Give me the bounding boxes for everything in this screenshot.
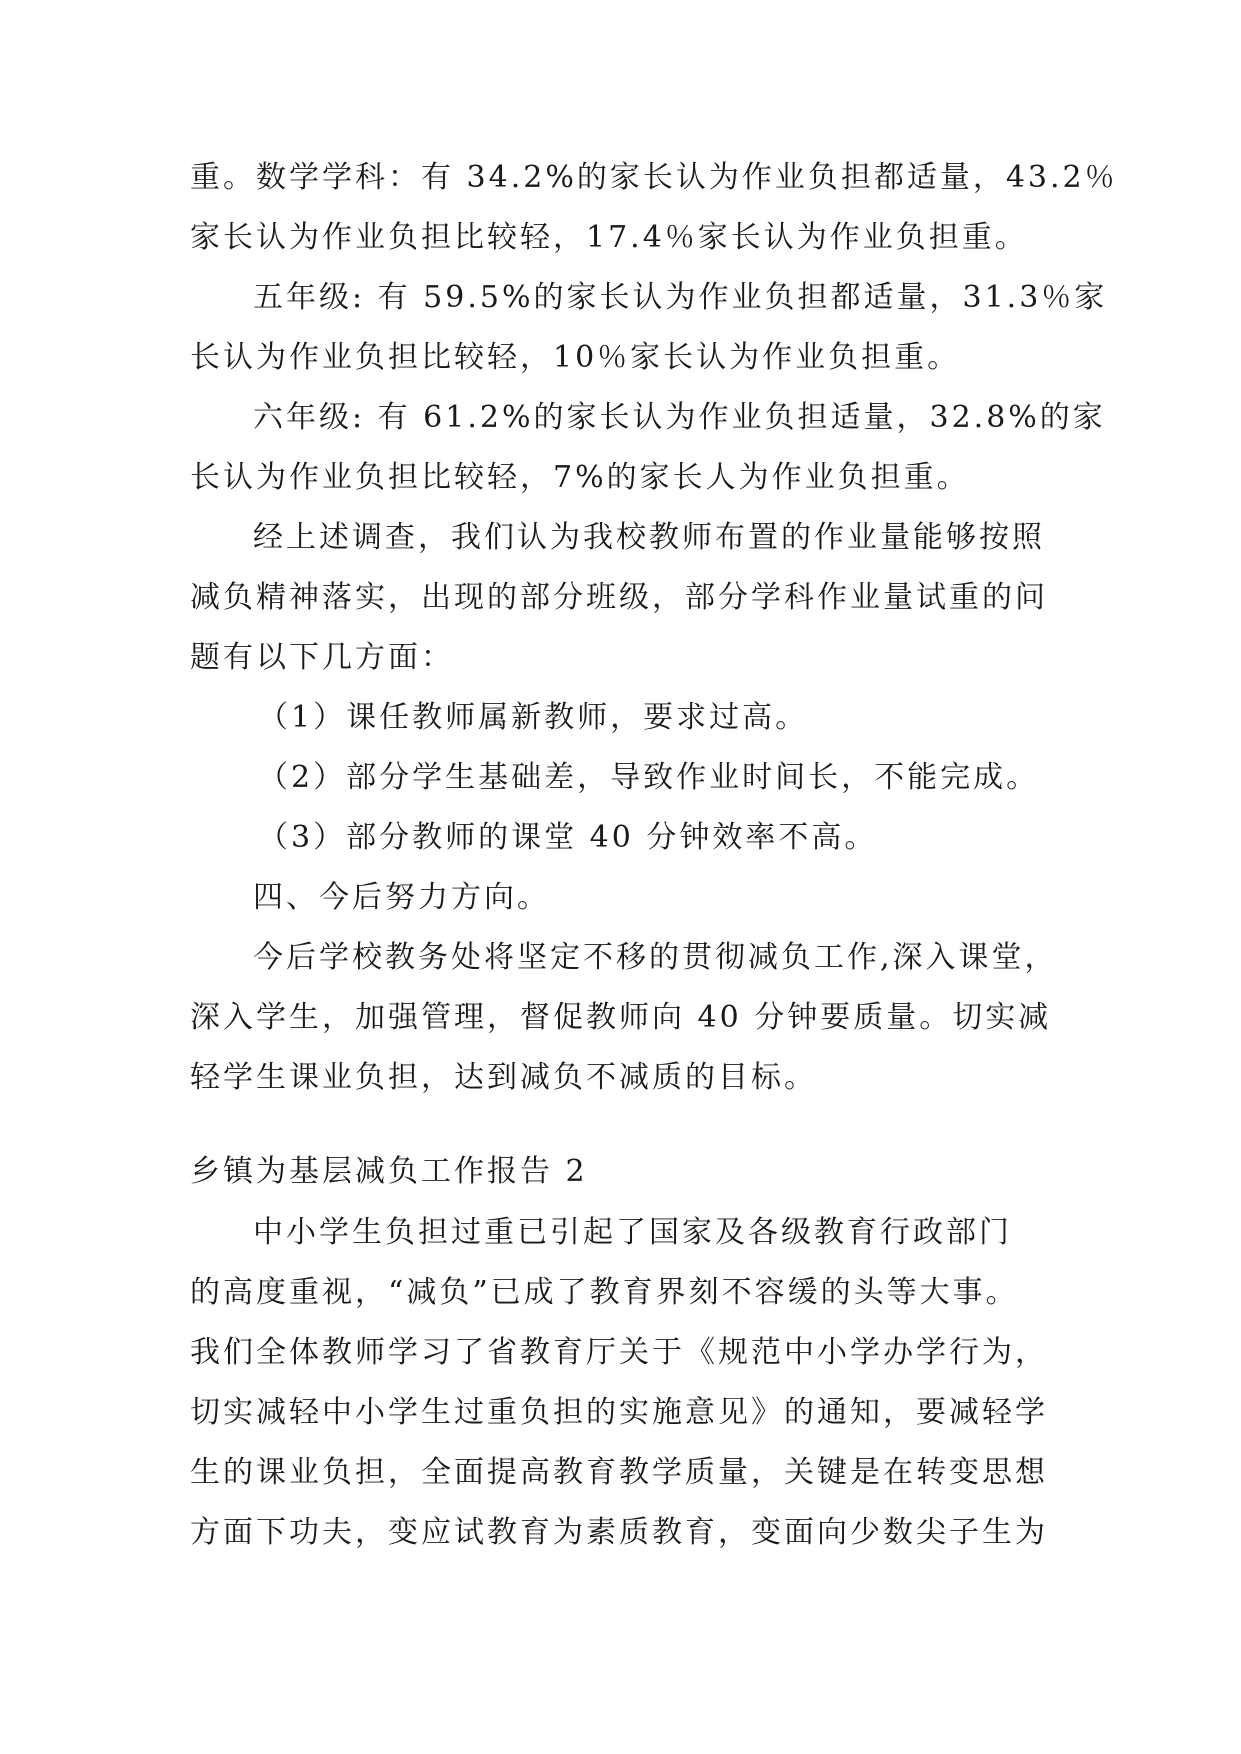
list-item: （1）课任教师属新教师，要求过高。 <box>258 700 809 735</box>
text-line: 六年级: 有 61.2%的家长认为作业负担适量，32.8%的家 <box>253 400 1106 435</box>
text-line: 我们全体教师学习了省教育厅关于《规范中小学办学行为， <box>190 1335 1048 1370</box>
text-line: 轻学生课业负担，达到减负不减质的目标。 <box>190 1060 817 1095</box>
list-item: （2）部分学生基础差，导致作业时间长，不能完成。 <box>258 760 1040 795</box>
text-line: 长认为作业负担比较轻，10％家长认为作业负担重。 <box>190 340 961 375</box>
text-line: 生的课业负担，全面提高教育教学质量，关键是在转变思想 <box>190 1455 1048 1490</box>
text-line: 今后学校教务处将坚定不移的贯彻减负工作,深入课堂， <box>253 940 1058 975</box>
text-line: 经上述调查，我们认为我校教师布置的作业量能够按照 <box>253 520 1045 555</box>
text-line: 深入学生，加强管理，督促教师向 40 分钟要质量。切实减 <box>190 1000 1052 1035</box>
report-title: 乡镇为基层减负工作报告 2 <box>190 1154 588 1189</box>
text-line: 五年级: 有 59.5%的家长认为作业负担都适量，31.3％家 <box>253 280 1108 315</box>
text-line: 的高度重视，“减负”已成了教育界刻不容缓的头等大事。 <box>190 1275 1019 1310</box>
text-line: 减负精神落实，出现的部分班级，部分学科作业量试重的问 <box>190 580 1048 615</box>
text-line: 中小学生负担过重已引起了国家及各级教育行政部门 <box>253 1215 1012 1250</box>
list-item: （3）部分教师的课堂 40 分钟效率不高。 <box>258 820 878 855</box>
text-line: 切实减轻中小学生过重负担的实施意见》的通知，要减轻学 <box>190 1395 1048 1430</box>
text-line: 家长认为作业负担比较轻，17.4％家长认为作业负担重。 <box>190 220 1028 255</box>
text-line: 方面下功夫，变应试教育为素质教育，变面向少数尖子生为 <box>190 1515 1048 1550</box>
text-line: 题有以下几方面： <box>190 640 454 675</box>
section-heading: 四、今后努力方向。 <box>253 880 550 915</box>
text-line: 重。数学学科：有 34.2%的家长认为作业负担都适量，43.2％ <box>190 160 1118 195</box>
text-line: 长认为作业负担比较轻，7%的家长人为作业负担重。 <box>190 460 970 495</box>
